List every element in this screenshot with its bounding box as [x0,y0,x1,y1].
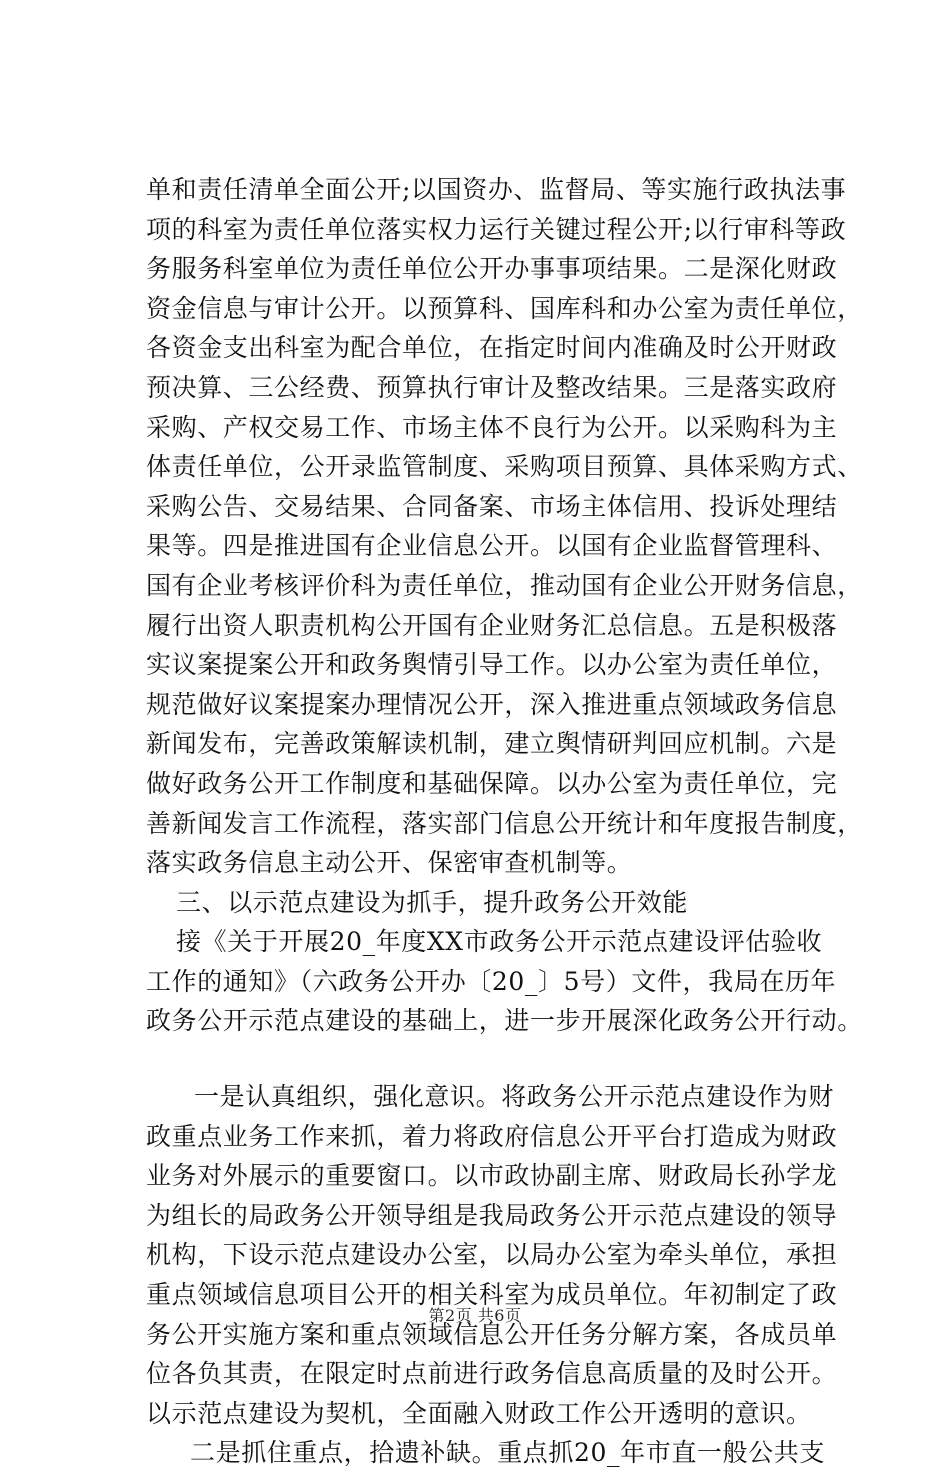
text-line: 业务对外展示的重要窗口。以市政协副主席、财政局长孙学龙 [146,1161,838,1191]
text-line: 实议案提案公开和政务舆情引导工作。以办公室为责任单位， [146,650,838,680]
text-line: 政重点业务工作来抓，着力将政府信息公开平台打造成为财政 [146,1121,838,1151]
text-line: 为组长的局政务公开领导组是我局政务公开示范点建设的领导 [146,1200,838,1230]
text-line: 机构，下设示范点建设办公室，以局办公室为牵头单位，承担 [146,1240,838,1270]
text-line: 果等。四是推进国有企业信息公开。以国有企业监督管理科、 [146,531,838,561]
text-line: 项的科室为责任单位落实权力运行关键过程公开;以行审科等政 [146,214,847,244]
text-line: 履行出资人职责机构公开国有企业财务汇总信息。五是积极落 [146,610,838,640]
text-line: 做好政务公开工作制度和基础保障。以办公室为责任单位，完 [146,768,838,798]
text-line: 资金信息与审计公开。以预算科、国库科和办公室为责任单位， [146,293,863,323]
paragraph-item-one [146,1077,846,1433]
text-line: 务公开实施方案和重点领域信息公开任务分解方案，各成员单 [146,1319,838,1349]
text-line: 位各负其责，在限定时点前进行政务信息高质量的及时公开。 [146,1359,838,1389]
text-line: 落实政务信息主动公开、保密审查机制等。 [146,848,633,878]
document-body [146,170,863,1473]
text-line: 政务公开示范点建设的基础上，进一步开展深化政务公开行动。 [146,1006,863,1036]
paragraph-continuation [146,170,863,883]
text-line: 重点领域信息项目公开的相关科室为成员单位。年初制定了政 [146,1280,838,1310]
text-line: 务服务科室单位为责任单位公开办事事项结果。二是深化财政 [146,254,838,284]
text-line: 接《关于开展20_年度XX市政务公开示范点建设评估验收 [176,927,823,957]
paragraph-item-two [146,1433,846,1473]
text-line: 善新闻发言工作流程，落实部门信息公开统计和年度报告制度， [146,808,863,838]
paragraph-gap [146,1041,846,1077]
text-line: 国有企业考核评价科为责任单位，推动国有企业公开财务信息， [146,570,863,600]
paragraph-notice [146,922,863,1041]
text-line: 工作的通知》（六政务公开办〔20_〕5号）文件，我局在历年 [146,966,837,996]
page-footer: 第2页 共6页 [428,1306,522,1325]
text-line: 规范做好议案提案办理情况公开，深入推进重点领域政务信息 [146,689,838,719]
text-line: 二是抓住重点，拾遗补缺。重点抓20_年市直一般公共支 [190,1438,825,1468]
text-line: 单和责任清单全面公开;以国资办、监督局、等实施行政执法事 [146,175,847,204]
text-line: 体责任单位，公开录监管制度、采购项目预算、具体采购方式、 [146,452,863,482]
text-line: 各资金支出科室为配合单位，在指定时间内准确及时公开财政 [146,333,838,363]
text-line: 一是认真组织，强化意识。将政务公开示范点建设作为财 [194,1082,835,1112]
text-line: 预决算、三公经费、预算执行审计及整改结果。三是落实政府 [146,372,838,402]
text-line: 采购公告、交易结果、合同备案、市场主体信用、投诉处理结 [146,491,838,521]
text-line: 以示范点建设为契机，全面融入财政工作公开透明的意识。 [146,1398,812,1428]
section-heading: 三、以示范点建设为抓手，提升政务公开效能 [176,887,689,917]
text-line: 采购、产权交易工作、市场主体不良行为公开。以采购科为主 [146,412,838,442]
text-line: 新闻发布，完善政策解读机制，建立舆情研判回应机制。六是 [146,729,838,759]
